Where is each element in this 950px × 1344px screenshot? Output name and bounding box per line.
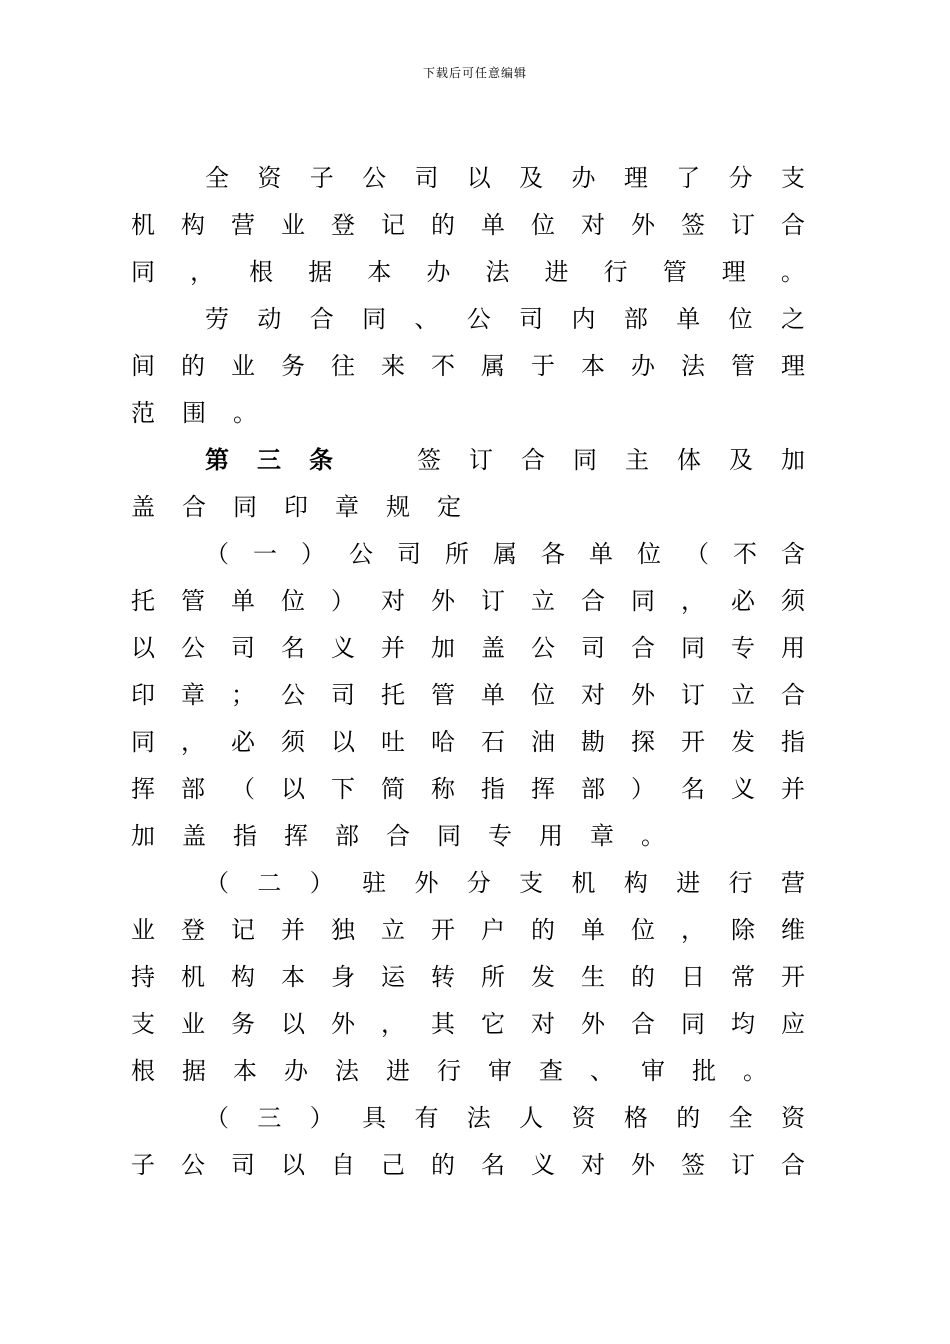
char: 及: [519, 164, 544, 192]
char: 登: [331, 211, 355, 239]
char: 所: [445, 540, 469, 568]
char: 批: [692, 1057, 716, 1085]
char: 合: [386, 822, 410, 850]
char: 指: [781, 728, 805, 756]
char: 支: [519, 869, 544, 897]
char: 开: [431, 916, 455, 944]
char: 记: [231, 916, 255, 944]
char: 司: [331, 681, 355, 709]
text-line: [130, 484, 806, 531]
article-heading-char: 条: [309, 446, 333, 474]
char: 哈: [431, 728, 455, 756]
char: 本: [581, 352, 605, 380]
char: 其: [431, 1010, 455, 1038]
char: 分: [728, 164, 753, 192]
char: 均: [731, 1010, 755, 1038]
text-line: [130, 907, 806, 954]
char: 外: [631, 211, 655, 239]
text-line: [130, 625, 806, 672]
char: 于: [531, 352, 555, 380]
char: 属: [481, 352, 505, 380]
char: 以: [281, 775, 305, 803]
text-line: [130, 719, 806, 766]
char: 章: [181, 681, 205, 709]
char: 营: [231, 211, 255, 239]
char: 公: [349, 540, 373, 568]
char: 的: [631, 963, 655, 991]
char: （: [205, 540, 229, 568]
char: 据: [182, 1057, 206, 1085]
char: 油: [531, 728, 555, 756]
char: 盖: [481, 634, 505, 662]
char: 间: [131, 352, 155, 380]
char: 营: [780, 869, 805, 897]
char: 理: [721, 258, 746, 286]
char: 日: [681, 963, 705, 991]
char: 办: [426, 258, 451, 286]
char: 行: [603, 258, 628, 286]
char: 对: [381, 587, 405, 615]
char: 有: [414, 1104, 439, 1132]
char: 开: [781, 963, 805, 991]
text-line: [130, 343, 806, 390]
text-line: [130, 1048, 806, 1095]
char: 动: [257, 305, 282, 333]
article-heading-char: 三: [257, 446, 281, 474]
char: 以: [281, 1151, 305, 1179]
char: 同: [131, 728, 155, 756]
char: 公: [181, 1151, 205, 1179]
char: 公: [531, 634, 555, 662]
char: （: [231, 775, 255, 803]
char: 属: [493, 540, 517, 568]
char: 对: [581, 1151, 605, 1179]
char: 挥: [531, 775, 555, 803]
text-line: [130, 155, 806, 202]
char: 吐: [381, 728, 405, 756]
char: ，: [381, 1010, 405, 1038]
char: 了: [676, 164, 701, 192]
char: 发: [731, 728, 755, 756]
char: 简: [381, 775, 405, 803]
char: 同: [437, 822, 461, 850]
char: ，: [181, 728, 205, 756]
char: 资: [257, 164, 282, 192]
char: 石: [481, 728, 505, 756]
char: 加: [431, 634, 455, 662]
text-line: [130, 672, 806, 719]
char: 单: [581, 916, 605, 944]
char: 本: [281, 963, 305, 991]
char: 单: [676, 305, 701, 333]
char: 管: [431, 681, 455, 709]
char: 法: [485, 258, 510, 286]
char: 机: [131, 211, 155, 239]
char: 根: [131, 1057, 155, 1085]
char: 。: [641, 822, 665, 850]
char: 以: [281, 1010, 305, 1038]
char: 行: [437, 1057, 461, 1085]
char: 专: [488, 822, 512, 850]
char: 的: [431, 1151, 455, 1179]
char: 业: [131, 916, 155, 944]
char: 并: [281, 916, 305, 944]
char: 司: [414, 164, 439, 192]
char: 名: [681, 775, 705, 803]
char: 劳: [205, 305, 229, 333]
char: 以: [131, 634, 155, 662]
char: 义: [331, 634, 355, 662]
char: 称: [431, 775, 455, 803]
article-title-char: 签: [417, 446, 441, 474]
char: 内: [571, 305, 596, 333]
article-heading-char: 第: [205, 446, 229, 474]
char: 公: [466, 305, 491, 333]
article-title-char: 订: [469, 446, 493, 474]
char: 签: [681, 1151, 705, 1179]
char: 订: [731, 1151, 755, 1179]
document-body: [130, 155, 806, 1189]
char: 名: [481, 1151, 505, 1179]
char: 外: [414, 869, 439, 897]
char: 外: [331, 1010, 355, 1038]
char: 机: [181, 963, 205, 991]
char: 司: [581, 634, 605, 662]
char: 办: [631, 352, 655, 380]
char: 管: [181, 587, 205, 615]
char: （: [685, 540, 709, 568]
char: 生: [581, 963, 605, 991]
char: 指: [481, 775, 505, 803]
char: 、: [414, 305, 439, 333]
char: 管: [662, 258, 687, 286]
char: 合: [631, 634, 655, 662]
char: 二: [257, 869, 282, 897]
char: 、: [590, 1057, 614, 1085]
article-title-char: 合: [521, 446, 545, 474]
text-line: [130, 813, 806, 860]
text-line: [130, 954, 806, 1001]
char: 位: [531, 211, 555, 239]
char: 位: [637, 540, 661, 568]
char: 部: [581, 775, 605, 803]
char: 同: [131, 258, 155, 286]
char: 司: [397, 540, 421, 568]
char: ）: [309, 1104, 334, 1132]
char: 下: [331, 775, 355, 803]
char: 位: [281, 587, 305, 615]
char: 位: [728, 305, 753, 333]
char: 审: [641, 1057, 665, 1085]
char: 用: [781, 634, 805, 662]
text-line: [130, 1001, 806, 1048]
char: 己: [381, 1151, 405, 1179]
char: 登: [181, 916, 205, 944]
char: 印: [131, 681, 155, 709]
char: 人: [519, 1104, 544, 1132]
char: 探: [631, 728, 655, 756]
char: 章: [335, 493, 359, 521]
char: 位: [531, 681, 555, 709]
char: 规: [386, 493, 410, 521]
char: 根: [249, 258, 274, 286]
char: 子: [131, 1151, 155, 1179]
char: 签: [681, 211, 705, 239]
char: 构: [181, 211, 205, 239]
char: 位: [631, 916, 655, 944]
char: 立: [381, 916, 405, 944]
char: 同: [681, 634, 705, 662]
char: 合: [581, 587, 605, 615]
char: 同: [233, 493, 257, 521]
text-line: [130, 1142, 806, 1189]
char: 对: [581, 211, 605, 239]
char: 订: [481, 587, 505, 615]
char: 外: [631, 681, 655, 709]
char: 据: [308, 258, 333, 286]
char: 务: [281, 352, 305, 380]
article-title-char: 加: [781, 446, 805, 474]
char: 范: [131, 399, 155, 427]
char: ；: [231, 681, 255, 709]
char: 所: [481, 963, 505, 991]
char: 来: [381, 352, 405, 380]
char: 运: [381, 963, 405, 991]
char: 以: [466, 164, 491, 192]
char: 转: [431, 963, 455, 991]
char: 业: [281, 211, 305, 239]
char: 同: [362, 305, 387, 333]
char: 同: [631, 587, 655, 615]
char: 外: [431, 587, 455, 615]
text-line: [130, 531, 806, 578]
char: ，: [681, 587, 705, 615]
char: 全: [205, 164, 229, 192]
char: 。: [233, 399, 257, 427]
text-line: [130, 766, 806, 813]
char: 本: [367, 258, 392, 286]
char: 外: [631, 1151, 655, 1179]
char: 常: [731, 963, 755, 991]
char: 格: [623, 1104, 648, 1132]
char: 行: [728, 869, 753, 897]
char: （: [205, 1104, 229, 1132]
text-line: [130, 578, 806, 625]
char: 理: [781, 352, 805, 380]
char: 部: [335, 822, 359, 850]
char: 。: [743, 1057, 767, 1085]
char: ，: [190, 258, 215, 286]
char: 勘: [581, 728, 605, 756]
text-line: [130, 249, 806, 296]
char: ）: [331, 587, 355, 615]
char: 司: [231, 634, 255, 662]
char: 同: [681, 1010, 705, 1038]
char: 往: [331, 352, 355, 380]
char: 盖: [182, 822, 206, 850]
char: 的: [181, 352, 205, 380]
char: ，: [681, 916, 705, 944]
char: 维: [781, 916, 805, 944]
char: 各: [541, 540, 565, 568]
char: ）: [631, 775, 655, 803]
char: 合: [781, 681, 805, 709]
char: 部: [181, 775, 205, 803]
char: 订: [681, 681, 705, 709]
char: 子: [309, 164, 334, 192]
char: 并: [781, 775, 805, 803]
char: 全: [728, 1104, 753, 1132]
char: 单: [481, 211, 505, 239]
char: 办: [571, 164, 596, 192]
char: 司: [519, 305, 544, 333]
char: 单: [481, 681, 505, 709]
char: 业: [231, 352, 255, 380]
char: 托: [381, 681, 405, 709]
char: 进: [544, 258, 569, 286]
char: 审: [488, 1057, 512, 1085]
article-title-char: 体: [677, 446, 701, 474]
char: 合: [631, 1010, 655, 1038]
char: 须: [281, 728, 305, 756]
char: 立: [531, 587, 555, 615]
char: 司: [231, 1151, 255, 1179]
char: 持: [131, 963, 155, 991]
char: 围: [182, 399, 206, 427]
char: 之: [780, 305, 805, 333]
article-heading-line: [130, 437, 806, 484]
char: 用: [539, 822, 563, 850]
char: 盖: [131, 493, 155, 521]
char: 办: [284, 1057, 308, 1085]
char: 身: [331, 963, 355, 991]
char: 合: [182, 493, 206, 521]
page-header: 下载后可任意编辑: [422, 66, 527, 80]
char: 定: [437, 493, 461, 521]
char: 印: [284, 493, 308, 521]
char: 的: [531, 916, 555, 944]
char: 托: [131, 587, 155, 615]
char: 分: [466, 869, 491, 897]
char: 法: [335, 1057, 359, 1085]
char: 应: [781, 1010, 805, 1038]
char: 除: [731, 916, 755, 944]
char: ）: [309, 869, 334, 897]
text-line: [130, 296, 806, 343]
char: 含: [781, 540, 805, 568]
char: 专: [731, 634, 755, 662]
text-line: [130, 202, 806, 249]
char: 。: [780, 258, 805, 286]
char: 构: [231, 963, 255, 991]
char: 章: [590, 822, 614, 850]
char: 驻: [362, 869, 387, 897]
char: 一: [253, 540, 277, 568]
char: 理: [623, 164, 648, 192]
char: 对: [531, 1010, 555, 1038]
char: 法: [681, 352, 705, 380]
char: 记: [381, 211, 405, 239]
char: 业: [181, 1010, 205, 1038]
char: 户: [481, 916, 505, 944]
char: 发: [531, 963, 555, 991]
char: 必: [731, 587, 755, 615]
article-title-char: 同: [573, 446, 597, 474]
char: 单: [231, 587, 255, 615]
char: 本: [233, 1057, 257, 1085]
char: 须: [781, 587, 805, 615]
char: 查: [539, 1057, 563, 1085]
char: （: [205, 869, 229, 897]
article-title-char: 及: [729, 446, 753, 474]
char: 公: [281, 681, 305, 709]
char: 机: [571, 869, 596, 897]
char: 进: [676, 869, 701, 897]
char: 单: [589, 540, 613, 568]
heading-gap: [360, 437, 390, 484]
char: 以: [331, 728, 355, 756]
char: 义: [731, 775, 755, 803]
char: 务: [231, 1010, 255, 1038]
char: 合: [309, 305, 334, 333]
char: 必: [231, 728, 255, 756]
text-line: [130, 390, 806, 437]
char: 具: [362, 1104, 387, 1132]
char: 义: [531, 1151, 555, 1179]
char: 自: [331, 1151, 355, 1179]
char: 公: [362, 164, 387, 192]
char: 构: [623, 869, 648, 897]
char: 它: [481, 1010, 505, 1038]
char: 不: [431, 352, 455, 380]
text-line: [130, 860, 806, 907]
char: 支: [131, 1010, 155, 1038]
char: 的: [676, 1104, 701, 1132]
char: 的: [431, 211, 455, 239]
char: 不: [733, 540, 757, 568]
char: 资: [571, 1104, 596, 1132]
char: 立: [731, 681, 755, 709]
char: 合: [781, 211, 805, 239]
article-title-char: 主: [625, 446, 649, 474]
char: 公: [181, 634, 205, 662]
char: 指: [233, 822, 257, 850]
char: 资: [780, 1104, 805, 1132]
char: 进: [386, 1057, 410, 1085]
char: 独: [331, 916, 355, 944]
char: 开: [681, 728, 705, 756]
char: 对: [581, 681, 605, 709]
char: ）: [301, 540, 325, 568]
char: 三: [257, 1104, 282, 1132]
text-line: [130, 1095, 806, 1142]
char: 合: [781, 1151, 805, 1179]
char: 名: [281, 634, 305, 662]
char: 外: [581, 1010, 605, 1038]
char: 部: [623, 305, 648, 333]
char: 支: [780, 164, 805, 192]
char: 挥: [131, 775, 155, 803]
char: 订: [731, 211, 755, 239]
char: 法: [466, 1104, 491, 1132]
char: 并: [381, 634, 405, 662]
char: 管: [731, 352, 755, 380]
char: 加: [131, 822, 155, 850]
char: 挥: [284, 822, 308, 850]
